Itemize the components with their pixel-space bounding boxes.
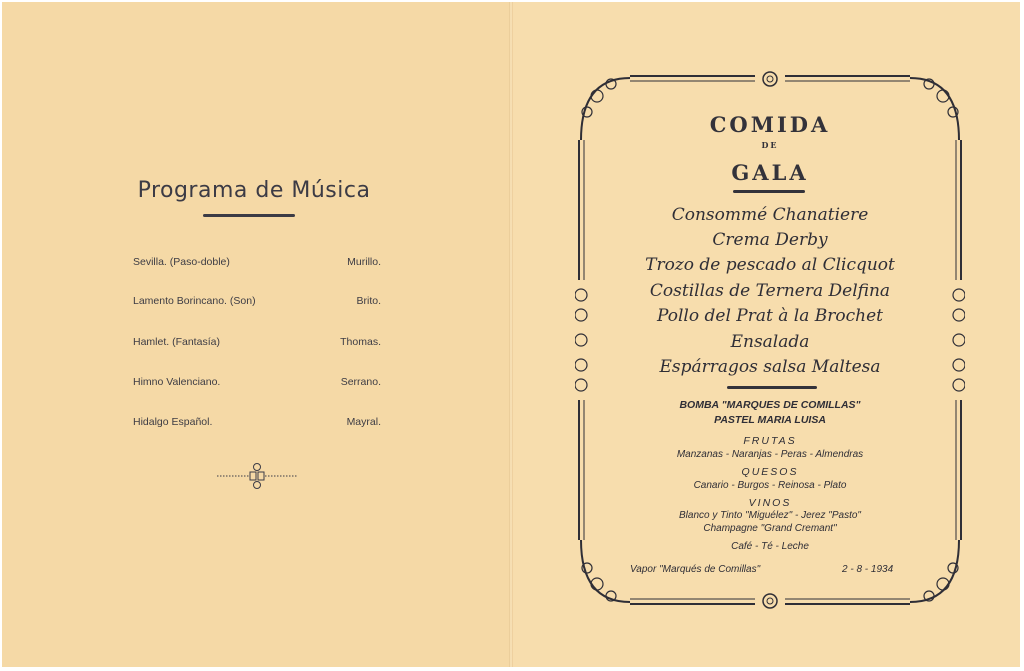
dish-item: Pollo del Prat à la Brochet — [657, 306, 883, 326]
drinks-list: Café - Té - Leche — [731, 541, 809, 552]
flourish-ornament-icon — [215, 462, 299, 490]
menu-title-gala: GALA — [731, 160, 809, 185]
piece-name: Hamlet. (Fantasía) — [133, 336, 220, 348]
composer-name: Murillo. — [347, 256, 381, 268]
piece-name: Lamento Borincano. (Son) — [133, 295, 256, 307]
left-page — [2, 2, 510, 667]
frutas-heading: FRUTAS — [743, 435, 797, 447]
dessert-item: PASTEL MARIA LUISA — [714, 414, 826, 426]
menu-title-de: DE — [761, 140, 779, 150]
title-rule — [203, 214, 295, 217]
piece-name: Himno Valenciano. — [133, 376, 221, 388]
music-program-title: Programa de Música — [137, 178, 371, 203]
dish-item: Espárragos salsa Maltesa — [659, 357, 881, 377]
composer-name: Brito. — [356, 295, 381, 307]
dish-item: Ensalada — [730, 332, 810, 352]
menu-date: 2 - 8 - 1934 — [842, 564, 894, 575]
composer-name: Thomas. — [340, 336, 381, 348]
dishes-rule — [727, 386, 817, 389]
composer-name: Mayral. — [346, 416, 381, 428]
piece-name: Hidalgo Español. — [133, 416, 213, 428]
dish-item: Trozo de pescado al Clicquot — [645, 255, 895, 275]
quesos-list: Canario - Burgos - Reinosa - Plato — [693, 480, 847, 491]
vinos-list: Blanco y Tinto "Miguélez" - Jerez "Pasto" — [679, 510, 861, 521]
composer-name: Serrano. — [340, 376, 381, 388]
dish-item: Consommé Chanatiere — [671, 205, 869, 225]
piece-name: Sevilla. (Paso-doble) — [133, 256, 230, 268]
menu-title-comida: COMIDA — [709, 112, 831, 137]
title-rule — [733, 190, 805, 193]
quesos-heading: QUESOS — [741, 466, 799, 478]
vinos-list: Champagne "Grand Cremant" — [703, 523, 837, 534]
frutas-list: Manzanas - Naranjas - Peras - Almendras — [676, 449, 864, 460]
dish-item: Crema Derby — [712, 230, 828, 250]
vinos-heading: VINOS — [748, 497, 792, 509]
vessel-name: Vapor "Marqués de Comillas" — [630, 564, 761, 575]
center-fold — [509, 2, 513, 667]
dish-item: Costillas de Ternera Delfina — [649, 281, 891, 301]
dessert-item: BOMBA "MARQUES DE COMILLAS" — [679, 399, 861, 411]
